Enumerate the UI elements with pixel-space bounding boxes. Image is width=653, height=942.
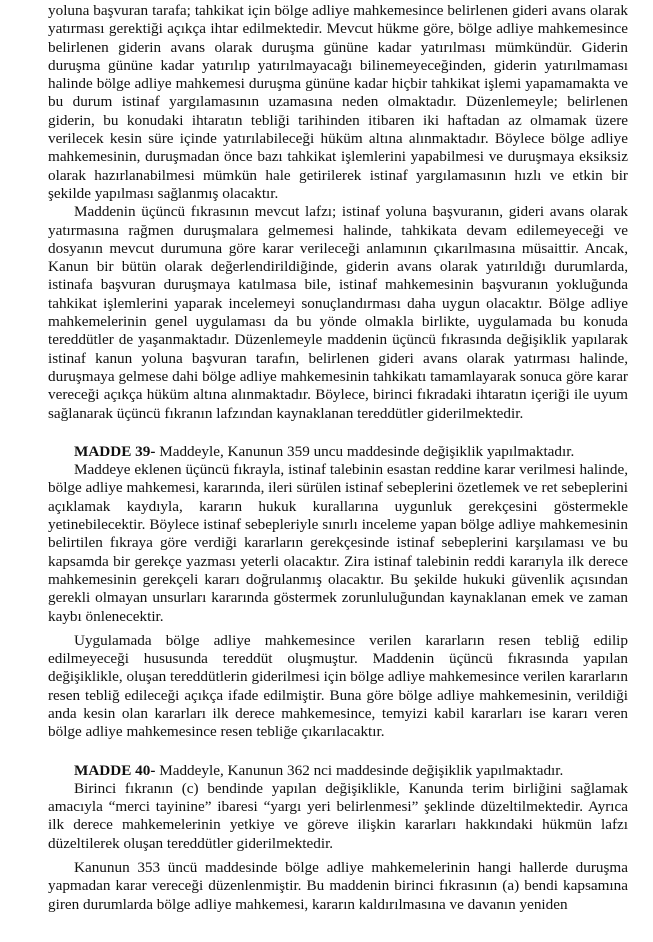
article-40-label: MADDE 40- <box>74 761 156 779</box>
article-40-intro: Maddeyle, Kanunun 362 nci maddesinde değişiklik yapılmaktadır. <box>155 761 564 779</box>
body-paragraph: Birinci fıkranın (c) bendinde yapılan değişiklikle, Kanunda terim birliğini sağlamak amacıyla “merci tayinine” ibaresi “yargı yeri belirlenmesi” şeklinde düzeltilmektedir. Ayrıca ilk derece mahkemelerinin yetkiye ve göreve ilişkin kararları hakkındaki hükmün lafzı düzeltilerek oluşan tereddütler giderilmektedir. <box>48 779 628 852</box>
article-39-intro: Maddeyle, Kanunun 359 uncu maddesinde değişiklik yapılmaktadır. <box>155 442 575 460</box>
article-40-heading <box>48 762 628 780</box>
body-paragraph: Kanunun 353 üncü maddesinde bölge adliye mahkemelerinin hangi hallerde duruşma yapmadan karar vereceği düzenlenmiştir. Bu maddenin birinci fıkrasının (a) bendi kapsamına giren durumlarda bölge adliye mahkemesi, kararın kaldırılmasına ve davanın yeniden <box>48 859 628 913</box>
body-paragraph: Maddeye eklenen üçüncü fıkrayla, istinaf talebinin esastan reddine karar verilmesi halinde, bölge adliye mahkemesi, kararında, ileri sürülen istinaf sebeplerini özetlemek ve ret sebeplerini açıklamak kaydıyla, kararın hukuk kurallarına uygunluk gerekçesini göstermekle yetinebilecektir. Böylece istinaf sebepleriyle sınırlı inceleme yapan bölge adliye mahkemesinin belirtilen fıkraya göre verdiği kararların gerekçesinde istinaf sebeplerini karşılaması ve bu kapsamda bir gerekçe yazması yeterli olacaktır. Zira istinaf talebinin reddi kararıyla ilk derece mahkemesinin gerekçeli kararı doğrulanmış olacaktır. Bu şekilde hukuki güvenlik açısından gerekli olmayan unsurları kararında göstermek zorunluluğundan kaynaklanan emek ve zaman kaybı önlenecektir. <box>48 461 628 625</box>
body-paragraph: yoluna başvuran tarafa; tahkikat için bölge adliye mahkemesince belirlenen gideri avans olarak yatırması gerektiği açıkça ihtar edilmektedir. Mevcut hükme göre, bölge adliye mahkemesince belirlenen giderin avans olarak duruşma gününe kadar yatırılması mümkündür. Giderin duruşma gününe kadar yatırılıp yatırılmayacağı bilinemeyeceğinden, giderin yatırılmaması halinde bölge adliye mahkemesi duruşma gününe kadar hiçbir tahkikat işlemi yapamamakta ve bu durum istinaf yargılamasının uzamasına neden olmaktadır. Düzenlemeyle; belirlenen giderin, bu konudaki ihtaratın tebliği tarihinden itibaren iki haftadan az olmamak üzere verilecek kesin süre içinde yatırılabileceği hüküm altına alınmaktadır. Böylece bölge adliye mahkemesinin, duruşmadan önce bazı tahkikat işlemlerini yapabilmesi ve duruşmaya eksiksiz olarak hazırlanabilmesi mümkün hale getirilerek istinaf yargılamasının hızlı ve etkin bir şekilde yapılması sağlanmış olacaktır. <box>48 2 628 202</box>
body-paragraph: Maddenin üçüncü fıkrasının mevcut lafzı; istinaf yoluna başvuranın, gideri avans olarak yatırmasına rağmen duruşmalara gelmemesi halinde, tahkikata devam edilemeyeceği ve dosyanın mevcut durumuna göre karar verileceği anlamının çıkarılmasına müsaittir. Ancak, Kanun bir bütün olarak değerlendirildiğinde, giderin avans olarak yatırıldığı durumlarda, istinafa başvuran duruşmaya katılmasa bile, istinaf mahkemesinin başvuranın yokluğunda tahkikat işlemlerini yaparak incelemeyi sonuçlandırması daha uygun olacaktır. Bölge adliye mahkemelerinin genel uygulaması da bu yönde olmakla birlikte, uygulamada bu konuda tereddütler de yaşanmaktadır. Düzenlemeyle maddenin üçüncü fıkrasında değişiklik yapılarak istinaf kanun yoluna başvuran tarafın, belirlenen gideri avans olarak yatırması halinde, duruşmaya gelmese dahi bölge adliye mahkemesinin tahkikatı tamamlayarak sonuca göre karar vereceği açıkça hüküm altına alınmaktadır. Böylece, birinci fıkradaki ihtaratın içeriği ile uyum sağlanarak üçüncü fıkranın lafzından kaynaklanan tereddütler giderilmektedir. <box>48 203 628 422</box>
article-39-label: MADDE 39- <box>74 442 156 460</box>
document-page <box>48 2 628 914</box>
body-paragraph: Uygulamada bölge adliye mahkemesince verilen kararların resen tebliğ edilip edilmeyeceği hususunda tereddüt oluşmuştur. Maddenin üçüncü fıkrasında yapılan değişiklikle, oluşan tereddütlerin giderilmesi için bölge adliye mahkemesince verilen kararların resen tebliğ edileceği açıkça ifade edilmiştir. Buna göre bölge adliye mahkemesinin, verildiği anda kesin olan kararları ilk derece mahkemesince, temyizi kabil kararları ise kararı veren bölge adliye mahkemesince resen tebliğe çıkarılacaktır. <box>48 631 628 741</box>
article-39-heading <box>48 443 628 461</box>
